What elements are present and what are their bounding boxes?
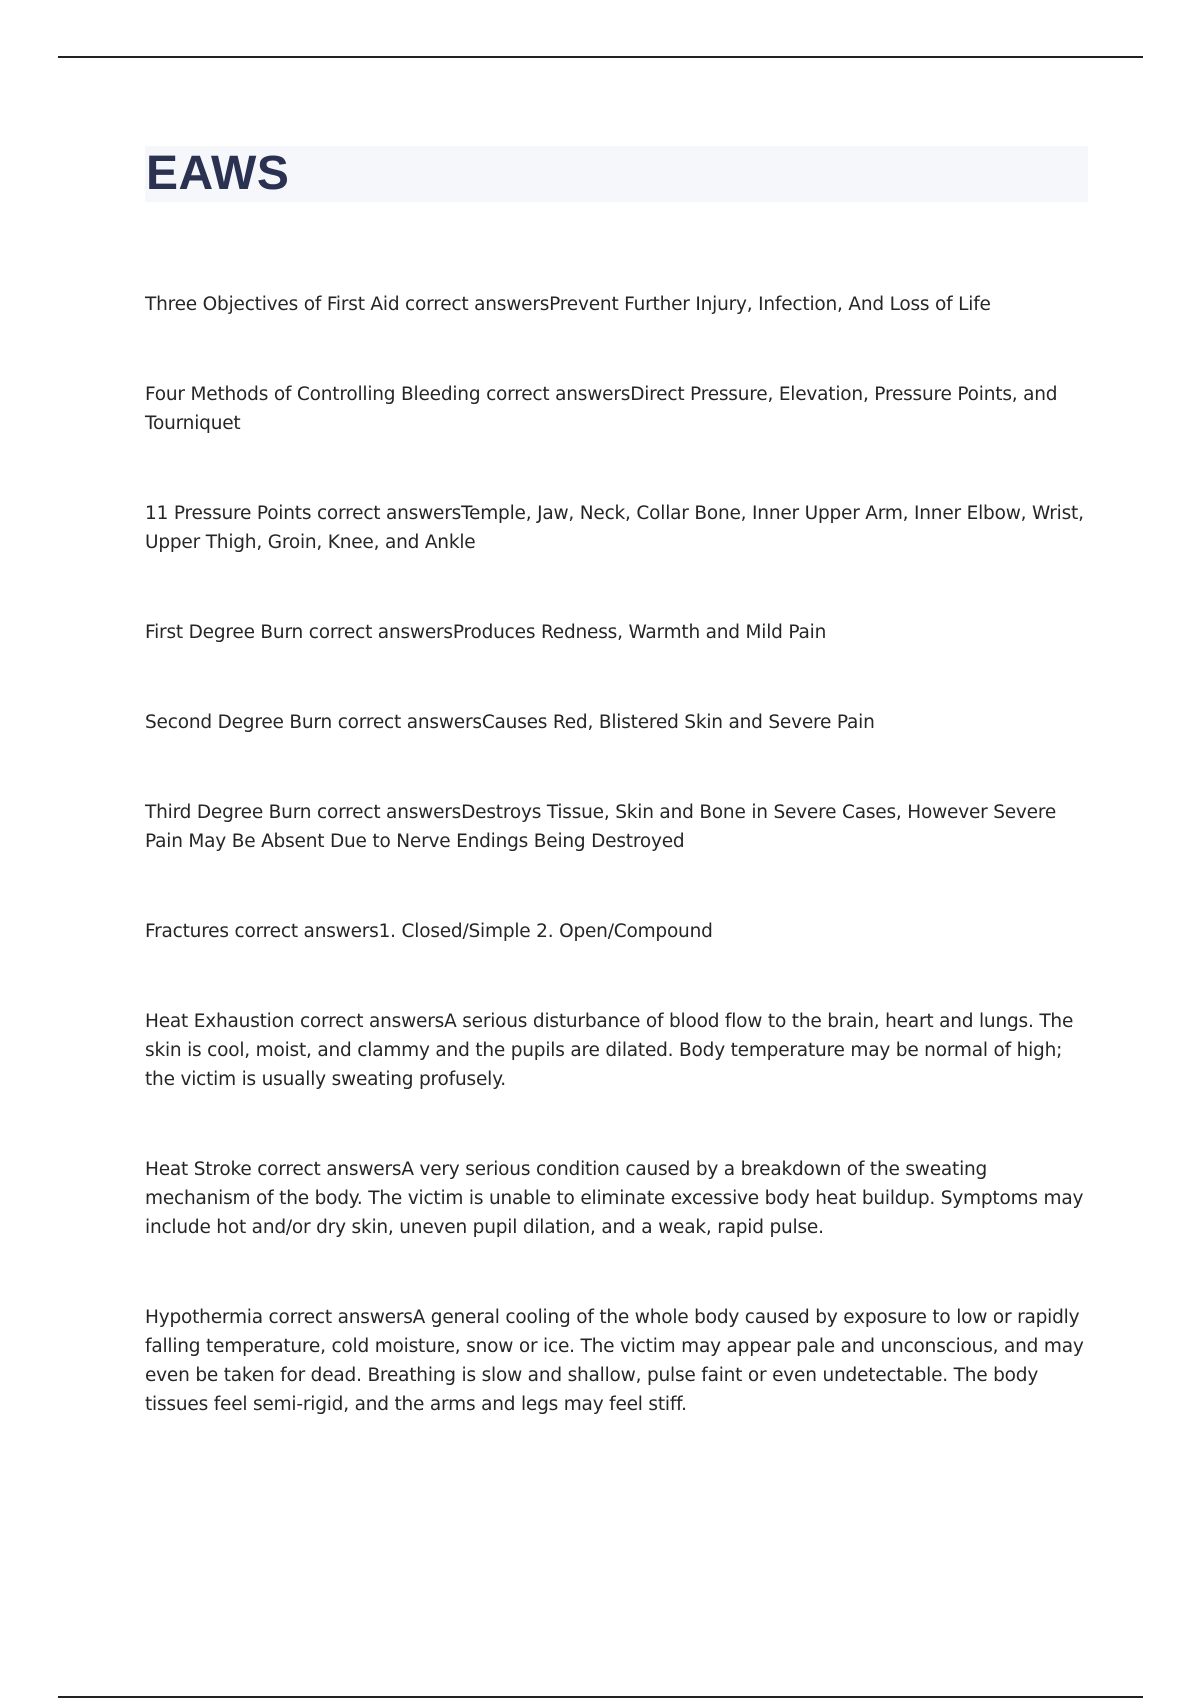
qa-separator: correct answers: [311, 503, 462, 524]
qa-separator: correct answers: [480, 384, 631, 405]
qa-answer: Prevent Further Injury, Infection, And Loss of Life: [549, 294, 991, 315]
qa-separator: correct answers: [399, 294, 550, 315]
qa-item-pressure-points: [145, 499, 1090, 557]
qa-separator: correct answers: [311, 802, 462, 823]
page-title: EAWS: [146, 147, 290, 200]
qa-term: Second Degree Burn: [145, 712, 333, 733]
qa-item-second-degree-burn: [145, 708, 1090, 737]
qa-item-third-degree-burn: [145, 798, 1090, 856]
qa-term: Heat Stroke: [145, 1159, 252, 1180]
qa-term: Four Methods of Controlling Bleeding: [145, 384, 481, 405]
qa-item-heat-stroke: [145, 1155, 1090, 1242]
qa-answer: Direct Pressure, Elevation, Pressure Points, and Tourniquet: [145, 384, 1058, 434]
qa-item-heat-exhaustion: [145, 1007, 1090, 1094]
qa-term: Heat Exhaustion: [145, 1011, 295, 1032]
bottom-rule: [58, 1696, 1143, 1698]
qa-separator: correct answers: [294, 1011, 445, 1032]
qa-separator: correct answers: [262, 1307, 413, 1328]
qa-term: First Degree Burn: [145, 622, 304, 643]
qa-term: 11 Pressure Points: [145, 503, 312, 524]
qa-term: Third Degree Burn: [145, 802, 312, 823]
qa-term: Fractures: [145, 921, 229, 942]
top-rule: [58, 56, 1143, 58]
qa-separator: correct answers: [332, 712, 482, 733]
qa-list: [145, 290, 1090, 1480]
qa-term: Three Objectives of First Aid: [145, 294, 400, 315]
qa-answer: Produces Redness, Warmth and Mild Pain: [452, 622, 827, 643]
qa-item-first-aid-objectives: [145, 290, 1090, 319]
qa-item-fractures: [145, 917, 1090, 946]
qa-answer: A very serious condition caused by a breakdown of the sweating mechanism of the body. The victim is unable to eliminate excessive body heat buildup. Symptoms may include hot and/or dry skin, uneven pupil dilation, and a weak, rapid pulse.: [145, 1159, 1084, 1238]
qa-answer: Causes Red, Blistered Skin and Severe Pain: [481, 712, 875, 733]
qa-separator: correct answers: [303, 622, 453, 643]
qa-item-hypothermia: [145, 1303, 1090, 1419]
qa-item-first-degree-burn: [145, 618, 1090, 647]
qa-term: Hypothermia: [145, 1307, 263, 1328]
qa-answer: A general cooling of the whole body caused by exposure to low or rapidly falling temperature, cold moisture, snow or ice. The victim may appear pale and unconscious, and may even be taken for dead. Breathing is slow and shallow, pulse faint or even undetectable. The body tissues feel semi-rigid, and the arms and legs may feel stiff.: [145, 1307, 1084, 1415]
qa-item-controlling-bleeding: [145, 380, 1090, 438]
qa-answer: Temple, Jaw, Neck, Collar Bone, Inner Upper Arm, Inner Elbow, Wrist, Upper Thigh, Groin, Knee, and Ankle: [145, 503, 1084, 553]
qa-answer: 1. Closed/Simple 2. Open/Compound: [378, 921, 713, 942]
qa-answer: Destroys Tissue, Skin and Bone in Severe Cases, However Severe Pain May Be Absent Due to Nerve Endings Being Destroyed: [145, 802, 1057, 852]
qa-separator: correct answers: [228, 921, 379, 942]
qa-separator: correct answers: [251, 1159, 402, 1180]
qa-answer: A serious disturbance of blood flow to the brain, heart and lungs. The skin is cool, moist, and clammy and the pupils are dilated. Body temperature may be normal of high; the victim is usually sweating profusely.: [145, 1011, 1074, 1090]
